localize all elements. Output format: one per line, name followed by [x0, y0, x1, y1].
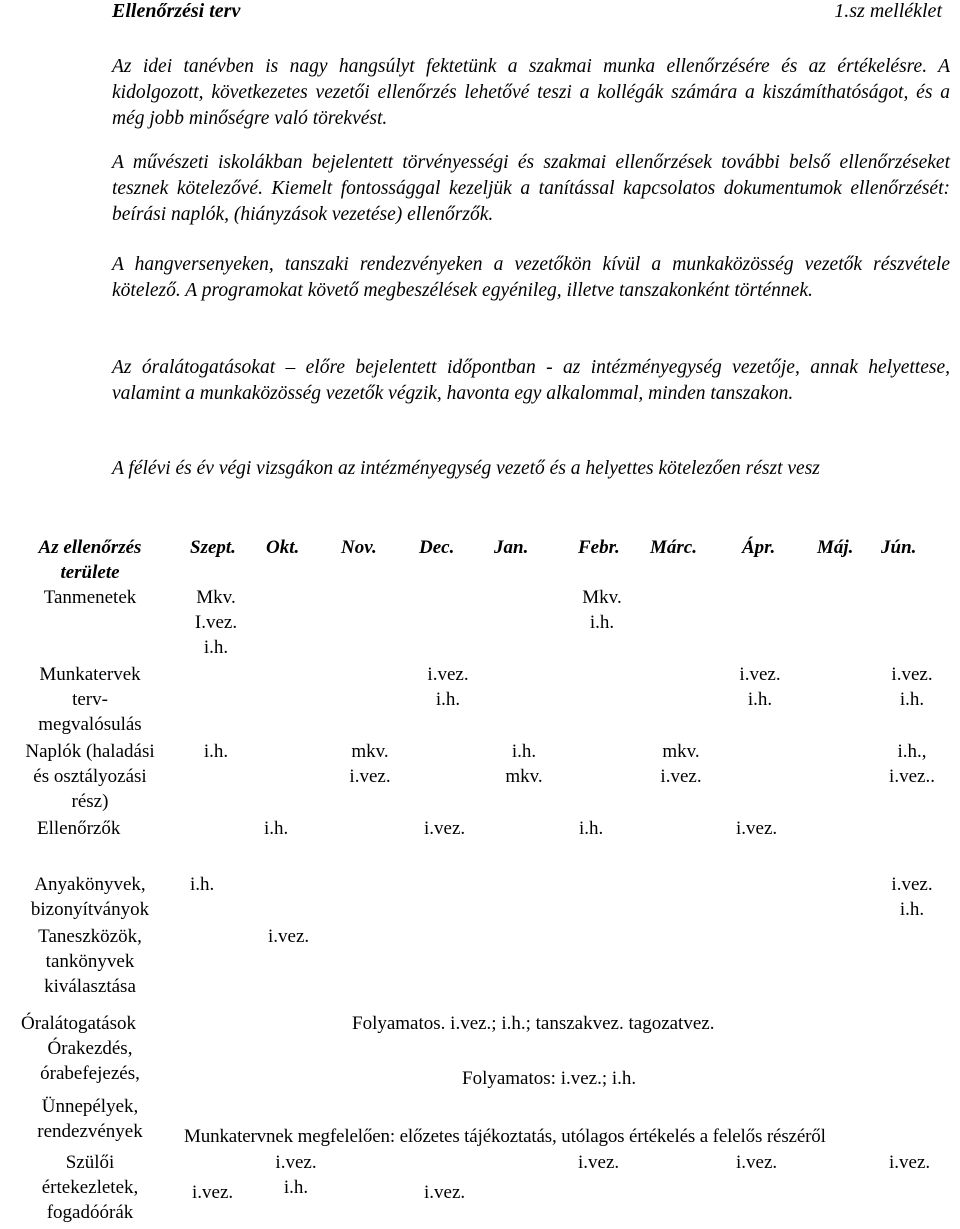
cell-line: i.vez.	[275, 1152, 317, 1173]
cell-szuloi-okt	[256, 1150, 336, 1200]
row-label-line: Tanmenetek	[43, 587, 137, 608]
cell-line: mkv.	[505, 766, 543, 787]
row-label-line: bizonyítványok	[30, 899, 150, 920]
month-header: Dec.	[419, 537, 455, 558]
cell-naplok-marc	[641, 739, 721, 789]
cell-munkatervek-dec	[408, 662, 488, 712]
row-label-line: Órakezdés,	[47, 1038, 133, 1059]
annex-label: 1.sz melléklet	[834, 0, 942, 22]
row-label-naplok	[10, 739, 170, 814]
row-label-unnepelyek	[10, 1094, 170, 1144]
row-label-ellenorzok: Ellenőrzők	[37, 818, 121, 839]
cell-szuloi-febr: i.vez.	[578, 1152, 620, 1173]
row-label-taneszkozok	[10, 924, 170, 999]
area-header-line: területe	[60, 562, 120, 583]
cell-naplok-jan	[484, 739, 564, 789]
cell-line: Mkv.	[196, 587, 236, 608]
cell-munkatervek-apr	[720, 662, 800, 712]
month-header: Ápr.	[742, 537, 776, 558]
cell-ellenorzok-apr: i.vez.	[736, 818, 778, 839]
row-label-line: Taneszközök,	[38, 926, 142, 947]
month-header: Nov.	[341, 537, 377, 558]
row-label-line: rész)	[71, 791, 109, 812]
paragraph-art-schools: A művészeti iskolákban bejelentett törvényességi és szakmai ellenőrzések további belső ellenőrzéseket tesznek kötelezővé. Kiemelt fontossággal kezeljük a tanítással kapcsolatos dokumentumok ellenőrzését: beírási naplók, (hiányzások vezetése) ellenőrzők.	[112, 152, 950, 225]
page-header	[112, 0, 942, 26]
row-label-line: Anyakönyvek,	[34, 874, 146, 895]
cell-line: i.vez.	[739, 664, 781, 685]
row-label-tanmenetek	[10, 585, 170, 610]
cell-taneszkozok-okt: i.vez.	[268, 926, 310, 947]
cell-ellenorzok-okt: i.h.	[264, 818, 289, 839]
cell-line: Mkv.	[582, 587, 622, 608]
month-header: Febr.	[578, 537, 620, 558]
cell-ellenorzok-dec: i.vez.	[424, 818, 466, 839]
cell-line: i.vez.	[891, 664, 933, 685]
row-label-line: megvalósulás	[38, 714, 142, 735]
cell-naplok-nov	[330, 739, 410, 789]
row-label-line: Naplók (haladási	[25, 741, 155, 762]
row-label-line: órabefejezés,	[40, 1063, 140, 1084]
cell-line: i.h.	[899, 689, 925, 710]
cell-line: i.h.	[511, 741, 537, 762]
cell-line: mkv.	[662, 741, 700, 762]
month-header: Jún.	[881, 537, 917, 558]
row-label-munkatervek	[10, 662, 170, 737]
cell-line: i.vez.	[427, 664, 469, 685]
cell-anyakonyvek-szept: i.h.	[190, 874, 215, 895]
cell-szuloi-apr: i.vez.	[736, 1152, 778, 1173]
cell-line: i.h.	[589, 612, 615, 633]
paragraph-intro: Az idei tanévben is nagy hangsúlyt fektetünk a szakmai munka ellenőrzésére és az értékelésre. A kidolgozott, következetes vezetői ellenőrzés lehetővé teszi a kollégák számára a kiszámíthatóságot, és a még jobb minőségre való törekvést.	[112, 56, 950, 129]
cell-line: i.h.	[899, 899, 925, 920]
document-title: Ellenőrzési terv	[112, 0, 241, 22]
cell-line: i.vez.	[660, 766, 702, 787]
row-label-line: és osztályozási	[33, 766, 147, 787]
cell-naplok-jun	[872, 739, 952, 789]
cell-line: i.h.	[203, 637, 229, 658]
cell-orakezdes-span: Folyamatos: i.vez.; i.h.	[462, 1068, 637, 1089]
month-header: Jan.	[494, 537, 529, 558]
row-label-line: Szülői	[65, 1152, 115, 1173]
month-header: Szept.	[190, 537, 236, 558]
row-label-line: tankönyvek	[45, 951, 135, 972]
cell-line: i.vez..	[889, 766, 935, 787]
month-header: Márc.	[650, 537, 697, 558]
row-label-line: fogadóórák	[46, 1202, 134, 1223]
row-label-szuloi	[10, 1150, 170, 1225]
cell-unnepelyek-span: Munkatervnek megfelelően: előzetes tájékoztatás, utólagos értékelés a felelős részéről	[184, 1126, 826, 1147]
row-label-line: kiválasztása	[44, 976, 136, 997]
cell-line: i.h.	[283, 1177, 309, 1198]
paragraph-concerts: A hangversenyeken, tanszaki rendezvényeken a vezetőkön kívül a munkaközösség vezetők részvétele kötelező. A programokat követő megbeszélések egyénileg, illetve tanszakonként történnek.	[112, 254, 950, 301]
row-label-line: Munkatervek	[39, 664, 141, 685]
cell-line: i.h.	[747, 689, 773, 710]
paragraph-exams: A félévi és év végi vizsgákon az intézményegység vezető és a helyettes kötelezően részt vesz	[112, 458, 820, 479]
cell-oralatogatasok-span: Folyamatos. i.vez.; i.h.; tanszakvez. tagozatvez.	[352, 1013, 715, 1034]
row-label-line: terv-	[72, 689, 108, 710]
cell-line: I.vez.	[194, 612, 238, 633]
cell-line: i.vez.	[349, 766, 391, 787]
area-header	[10, 535, 170, 585]
cell-tanmenetek-febr	[562, 585, 642, 635]
cell-szuloi-jun: i.vez.	[889, 1152, 931, 1173]
row-label-line: rendezvények	[37, 1121, 143, 1142]
row-label-oralatogatasok: Óralátogatások	[21, 1013, 137, 1034]
row-label-anyakonyvek	[10, 872, 170, 922]
cell-szuloi-szept: i.vez.	[192, 1182, 234, 1203]
area-header-line: Az ellenőrzés	[38, 537, 142, 558]
row-label-line: értekezletek,	[41, 1177, 139, 1198]
cell-ellenorzok-febr: i.h.	[579, 818, 604, 839]
cell-szuloi-dec: i.vez.	[424, 1182, 466, 1203]
cell-line: i.h.	[203, 741, 229, 762]
row-label-line: Ünnepélyek,	[41, 1096, 139, 1117]
cell-line: i.h.	[435, 689, 461, 710]
cell-line: mkv.	[351, 741, 389, 762]
row-label-orakezdes	[10, 1036, 170, 1086]
cell-munkatervek-jun	[872, 662, 952, 712]
month-header: Máj.	[817, 537, 854, 558]
month-header: Okt.	[266, 537, 300, 558]
cell-line: i.h.,	[897, 741, 927, 762]
cell-anyakonyvek-jun	[872, 872, 952, 922]
cell-tanmenetek-szept	[176, 585, 256, 660]
paragraph-class-visits: Az óralátogatásokat – előre bejelentett időpontban - az intézményegység vezetője, annak helyettese, valamint a munkaközösség vezetők végzik, havonta egy alkalommal, minden tanszakon.	[112, 357, 950, 404]
cell-line: i.vez.	[891, 874, 933, 895]
cell-naplok-szept	[176, 739, 256, 764]
